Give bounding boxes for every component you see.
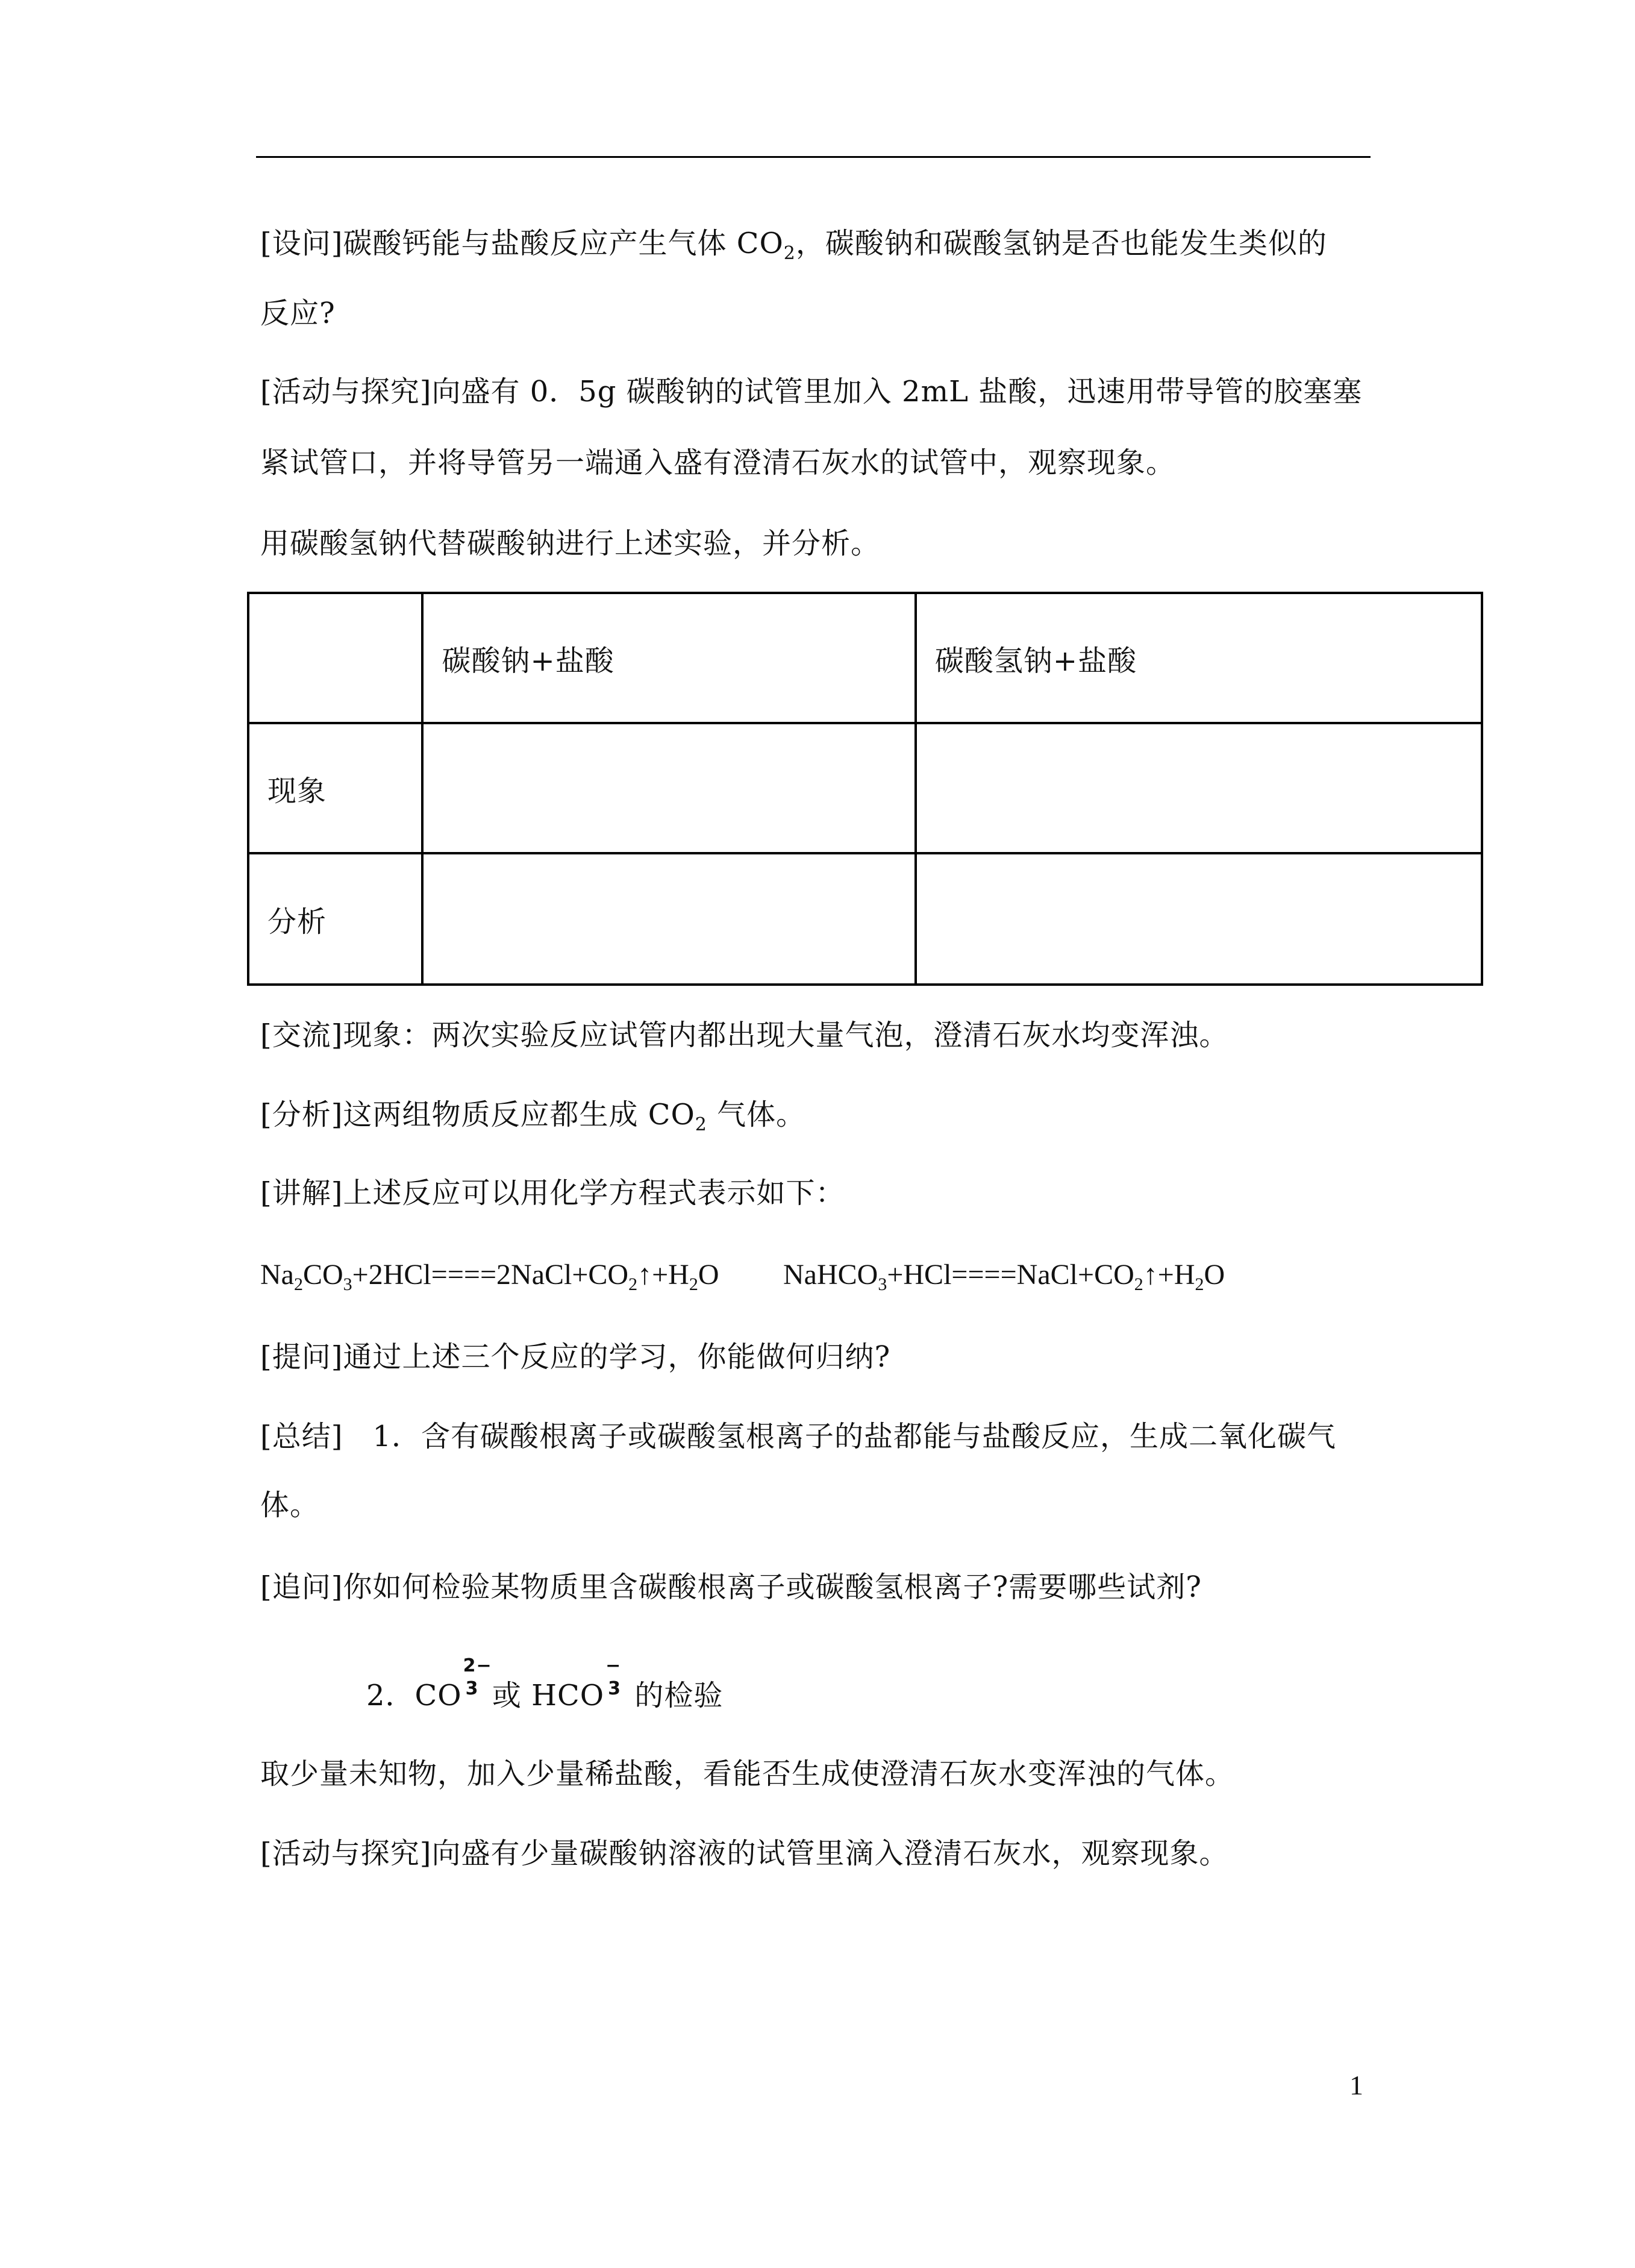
text: 的检验 [625,1679,724,1712]
table-row-label: 现象 [248,723,422,853]
text: 2．CO [366,1679,462,1712]
text: 气体。 [707,1098,806,1132]
subscript: 2 [689,1274,698,1294]
superscript: − [605,1655,622,1676]
equation-text: O [1204,1259,1225,1291]
subscript: 3 [878,1274,887,1294]
equation-text: Na [260,1259,294,1291]
subscript: 2 [628,1274,638,1294]
follow-up-line: [追问]你如何检验某物质里含碳酸根离子或碳酸氢根离子?需要哪些试剂? [260,1570,1202,1604]
table-header-sodium-carbonate: 碳酸钠+盐酸 [422,593,915,723]
equation-sodium-carbonate [260,1257,719,1293]
summary-line-2: 体。 [260,1488,320,1522]
table-header-row [248,593,1482,723]
table-cell [916,853,1482,985]
table-row [248,853,1482,985]
text: [分析]这两组物质反应都生成 CO [260,1098,695,1132]
equation-text: NaHCO [783,1259,878,1291]
superscript: 2− [463,1655,492,1676]
subscript: 2 [1134,1274,1143,1294]
subscript: 3 [608,1678,621,1699]
bicarbonate-charge [604,1655,625,1714]
subscript: 2 [1195,1274,1204,1294]
activity-line-3: [活动与探究]向盛有少量碳酸钠溶液的试管里滴入澄清石灰水，观察现象。 [260,1837,1229,1870]
table-row-label: 分析 [248,853,422,985]
text: ，碳酸钠和碳酸氢钠是否也能发生类似的 [795,227,1327,260]
subscript: 3 [343,1274,352,1294]
question-line-1 [260,225,1327,262]
equation-text: ↑+H [637,1259,689,1291]
equation-text: CO [302,1259,343,1291]
exchange-line: [交流]现象：两次实验反应试管内都出现大量气泡，澄清石灰水均变浑浊。 [260,1018,1229,1052]
section-2-heading [366,1655,724,1714]
equation-sodium-bicarbonate [783,1257,1225,1293]
table-header-sodium-bicarbonate: 碳酸氢钠+盐酸 [916,593,1482,723]
text: 或 HCO [482,1679,605,1712]
subscript: 3 [465,1678,479,1699]
experiment-table [247,592,1483,986]
table-cell [422,723,915,853]
equation-text: +HCl====NaCl+CO [887,1259,1134,1291]
equation-text: ↑+H [1143,1259,1195,1291]
header-rule [256,156,1371,158]
table-cell [916,723,1482,853]
subscript: 2 [293,1274,303,1294]
subscript: 2 [695,1114,707,1135]
table-corner-cell [248,593,422,723]
equation-text: +2HCl====2NaCl+CO [352,1259,629,1291]
explanation-line: [讲解]上述反应可以用化学方程式表示如下： [260,1176,845,1210]
activity-line-2: 紧试管口，并将导管另一端通入盛有澄清石灰水的试管中，观察现象。 [260,446,1176,480]
page-number: 1 [1349,2070,1363,2100]
table-cell [422,853,915,985]
table-row [248,723,1482,853]
question-line-2: 反应? [260,296,336,330]
carbonate-charge [462,1655,492,1714]
instruction-line: 用碳酸氢钠代替碳酸钠进行上述实验，并分析。 [260,527,881,560]
text: [设问]碳酸钙能与盐酸反应产生气体 CO [260,227,784,260]
subscript: 2 [783,243,796,264]
summary-line-1: [总结] 1．含有碳酸根离子或碳酸氢根离子的盐都能与盐酸反应，生成二氧化碳气 [260,1420,1336,1453]
activity-line-1: [活动与探究]向盛有 0．5g 碳酸钠的试管里加入 2mL 盐酸，迅速用带导管的胶塞塞 [260,375,1363,409]
question-summary-line: [提问]通过上述三个反应的学习，你能做何归纳? [260,1340,891,1374]
test-method-line: 取少量未知物，加入少量稀盐酸，看能否生成使澄清石灰水变浑浊的气体。 [260,1757,1235,1791]
analysis-line [260,1097,805,1133]
equation-text: O [698,1259,719,1291]
